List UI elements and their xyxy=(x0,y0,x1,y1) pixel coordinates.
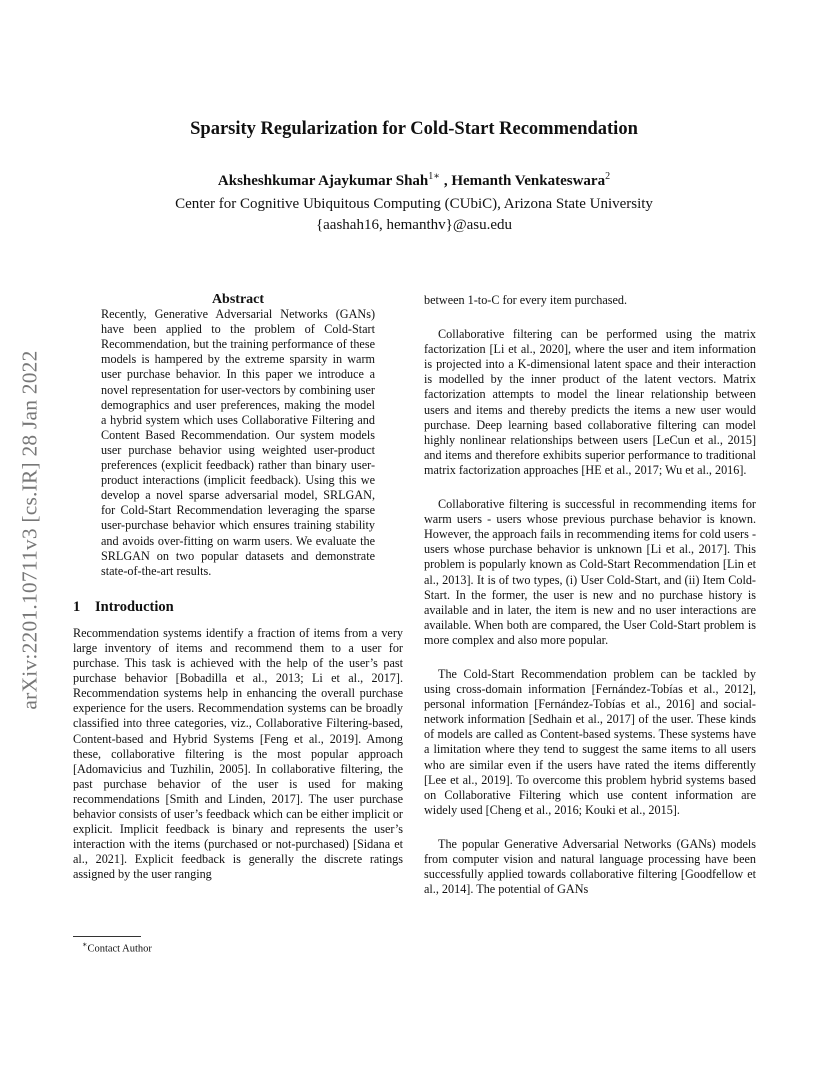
section-title: Introduction xyxy=(95,598,174,615)
footnote-rule xyxy=(73,936,141,937)
arxiv-stamp: arXiv:2201.10711v3 [cs.IR] 28 Jan 2022 xyxy=(17,350,42,710)
author-name: Hemanth Venkateswara xyxy=(451,173,606,189)
author-affil-mark: 2 xyxy=(605,171,611,182)
affiliation: Center for Cognitive Ubiquitous Computing (CUbiC), Arizona State University xyxy=(175,196,653,212)
paper-title: Sparsity Regularization for Cold-Start Recommendation xyxy=(190,119,638,139)
body-paragraph: Collaborative filtering can be performed using the matrix factorization [Li et al., 2020], where the user and item information is projected into a K-dimensional latent space and their interaction is modelled by the inner product of the latent vectors. Matrix factorization attempts to model the linear relationship between users and items and thereby predicts the items a new user would purchase. Deep learning based collaborative filtering can model highly nonlinear relationships between users [LeCun et al., 2015] and items and therefore exhibits superior performance to traditional matrix factorization approaches [HE et al., 2017; Wu et al., 2016]. xyxy=(424,327,756,477)
abstract-heading: Abstract xyxy=(211,292,265,307)
left-column xyxy=(73,292,403,882)
author-email: {aashah16, hemanthv}@asu.edu xyxy=(315,217,513,233)
author-separator: , xyxy=(440,173,452,189)
body-paragraph: The Cold-Start Recommendation problem can be tackled by using cross-domain information [Fernández-Tobías et al., 2012], personal information [Fernández-Tobías et al., 2016] and social-network information [Sedhain et al., 2017] of the user. These kinds of models are called as Content-based systems. These systems have a limitation where they tend to suggest the same items to all users who are similar even if the users have rated the items differently [Lee et al., 2019]. To overcome this problem hybrid systems based on Collaborative Filtering which use content information are widely used [Cheng et al., 2016; Kouki et al., 2015]. xyxy=(424,666,756,817)
section-number: 1 xyxy=(73,598,81,615)
footnote-text: Contact Author xyxy=(87,943,152,955)
author-line xyxy=(0,171,828,190)
author-name: Aksheshkumar Ajaykumar Shah xyxy=(217,173,429,189)
author-affil-mark: 1∗ xyxy=(428,171,441,182)
section-heading xyxy=(73,600,403,615)
body-paragraph: The popular Generative Adversarial Networks (GANs) models from computer vision and natural language processing have been successfully applied towards collaborative filtering [Goodfellow et al., 2014]. The potential of GANs xyxy=(424,836,756,897)
abstract-text: Recently, Generative Adversarial Networks (GANs) have been applied to the problem of Cold-Start Recommendation, but the training performance of these models is hampered by the extreme sparsity in warm user purchase behavior. In this paper we introduce a novel representation for user-vectors by combining user demographics and user preferences, making the model a hybrid system which uses Collaborative Filtering and Content Based Recommendation. Our system models user purchase behavior using weighted user-product preferences (explicit feedback) rather than binary user-product interactions (implicit feedback). Using this we develop a novel sparse adversarial model, SRLGAN, for Cold-Start Recommendation leveraging the sparse user-purchase behavior which ensures training stability and avoids over-fitting on warm users. We evaluate the SRLGAN on two popular datasets and demonstrate state-of-the-art results. xyxy=(101,307,375,578)
right-column xyxy=(424,293,756,897)
body-paragraph: Collaborative filtering is successful in recommending items for warm users - users whose previous purchase behavior is known. However, the approach fails in recommending items for cold users - users whose purchase behavior is unknown [Li et al., 2017]. This problem is popularly known as Cold-Start Recommendation [Lin et al., 2013]. It is of two types, (i) User Cold-Start, and (ii) Item Cold-Start. In the former, the user is new and no purchase history is available and in later, the item is new and no user interactions are available. When both are compared, the User Cold-Start problem is more complex and also more popular. xyxy=(424,497,756,647)
footnote-marker: ∗ xyxy=(82,940,88,949)
footnote xyxy=(82,940,152,955)
body-paragraph: between 1-to-C for every item purchased. xyxy=(424,293,628,307)
body-paragraph: Recommendation systems identify a fraction of items from a very large inventory of items and recommend them to a user for purchase. This task is achieved with the help of the user’s past purchase behavior [Bobadilla et al., 2013; Li et al., 2017]. Recommendation systems help in enhancing the overall purchase experience for the users. Recommendation systems can be broadly classified into three categories, viz., Collaborative Filtering-based, Content-based and Hybrid Systems [Feng et al., 2019]. Among these, collaborative filtering is the most popular approach [Adomavicius and Tuzhilin, 2005]. In collaborative filtering, the past purchase behavior of the user is used for making recommendations [Smith and Linden, 2017]. The user purchase behavior consists of user’s feedback which can be either implicit or explicit. Implicit feedback is binary and represents the user’s interaction with the items (purchased or not-purchased) [Sidana et al., 2021]. Explicit feedback is generally the discrete ratings assigned by the user ranging xyxy=(73,625,403,882)
